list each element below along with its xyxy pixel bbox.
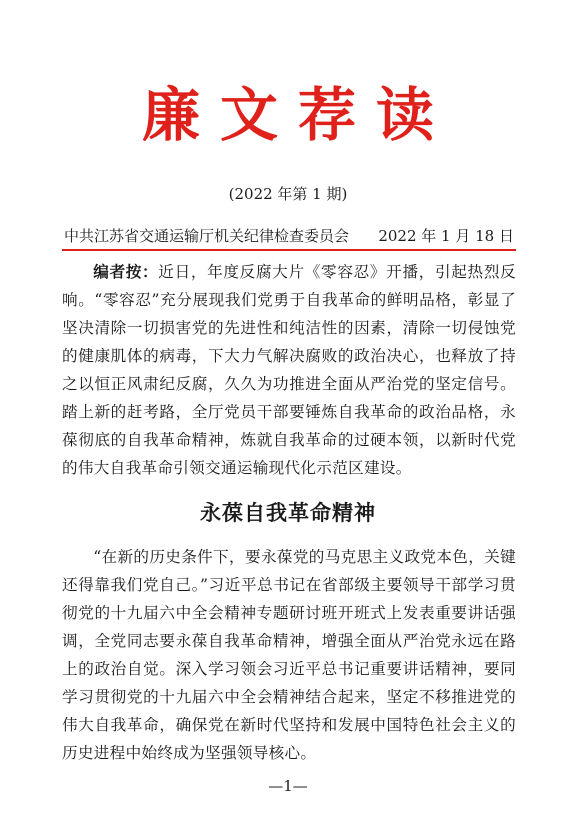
issue-number: (2022 年第 1 期) xyxy=(228,185,348,203)
publisher-organization: 中共江苏省交通运输厅机关纪律检查委员会 xyxy=(64,227,350,245)
editor-note-label: 编者按： xyxy=(93,262,159,281)
editor-note xyxy=(62,258,516,482)
page-number: —1— xyxy=(268,777,308,795)
publication-date: 2022 年 1 月 18 日 xyxy=(378,227,514,245)
editor-note-text: 近日，年度反腐大片《零容忍》开播，引起热烈反响。“零容忍”充分展现我们党勇于自我革命的鲜明品格，彰显了坚决清除一切损害党的先进性和纯洁性的因素，清除一切侵蚀党的健康肌体的病毒，下大力气解决腐败的政治决心，也释放了持之以恒正风肃纪反腐，久久为功推进全面从严治党的坚定信号。踏上新的赶考路，全厅党员干部要锤炼自我革命的政治品格，永葆彻底的自我革命精神，炼就自我革命的过硬本领，以新时代党的伟大自我革命引领交通运输现代化示范区建设。 xyxy=(62,263,516,477)
header-divider xyxy=(62,249,516,251)
masthead-title: 廉文荐读 xyxy=(141,81,454,149)
article-paragraph: “在新的历史条件下，要永葆党的马克思主义政党本色，关键还得靠我们党自己。”习近平总书记在省部级主要领导干部学习贯彻党的十九届六中全会精神专题研讨班开班式上发表重要讲话强调，全党同志要永葆自我革命精神，增强全面从严治党永远在路上的政治自觉。深入学习领会习近平总书记重要讲话精神，要同学习贯彻党的十九届六中全会精神结合起来，坚定不移推进党的伟大自我革命，确保党在新时代坚持和发展中国特色社会主义的历史进程中始终成为坚强领导核心。 xyxy=(62,548,516,762)
article-heading: 永葆自我革命精神 xyxy=(200,500,376,525)
publisher-line xyxy=(64,226,514,246)
